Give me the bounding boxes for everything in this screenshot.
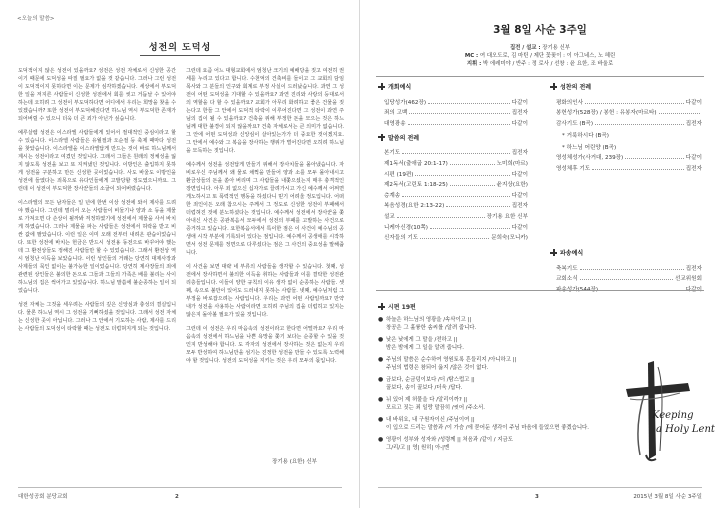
dismissal-section [550,248,702,293]
sermon-column-left [18,67,176,339]
sermon-paragraph: 그런데 이 성전은 우리 마음속의 성전이라고 한다면 어떨까요? 우리 마음속의 성전에서 하느님을 나쁜 욕망을 쫓기 보다는 순종할 수 있을 것인지 반성해야 합니다. 도 각자의 성전에서 장사하는 것은 없는지 우리 모두 반성하여 하느님만을 섬기는 진정한 성전을 만들 수 있도록 노력해야 할 것입니다. 성전의 도덕성을 지키는 것은 우리 모두의 몫입니다. [186,326,344,364]
liturgy-row [378,209,528,220]
liturgy-item: 본기도 [384,150,401,157]
liturgy-person: 집전자 [685,265,702,272]
leader-dots [580,269,684,270]
leader-dots [450,185,495,186]
liturgy-person: 윤지상(요한) [496,182,528,189]
liturgy-item: * 거룩하시다 (B곡) [562,132,609,139]
psalm-verse [378,376,618,392]
liturgy-row [378,116,528,127]
liturgy-row [550,116,702,127]
psalm-verse-text: 영광이 성부와 성자와 /성령께 || 처음과 /같이 / 지금도 그/리/고 || 영| 원히| 아-|멘 [386,437,513,451]
leader-dots [430,228,510,229]
leader-dots [592,169,684,170]
section-heading-dismissal: 파송예식 [550,248,702,257]
page-number: 2 [175,494,179,500]
liturgy-person: 다같이 [511,192,528,199]
psalm-verse [378,416,618,432]
liturgy-row [378,188,528,199]
psalm-verse-text: 낮은 낮에게 그 말을 /전하고 || 밤은 밤에게 그 일을 알려 줍니다. [386,337,464,351]
psalm-verse [378,396,618,412]
cross-icon [378,83,385,90]
leader-dots [428,103,510,104]
liturgy-person: 집전자 [511,150,528,157]
sermon-column-right [186,67,344,371]
liturgy-left-column [378,82,528,241]
leader-dots [450,164,495,165]
liturgy-person: 집전자 [685,120,702,127]
leader-dots [625,158,684,159]
liturgy-item: 복음성경(요한 2:13-22) [384,203,445,210]
psalm-verse-text: 하늘은 하느님의 영광을 /속삭이고 || 창공은 그 훌륭한 솜씨를 /알려 줍니다. [386,317,477,331]
liturgy-row [378,220,528,231]
liturgy-row [378,95,528,106]
bullet-icon: ● [378,316,384,323]
liturgy-item: 시편 (19편) [384,171,414,178]
liturgy-person: 다같이 [685,155,702,162]
section-divider [376,290,704,291]
right-page [360,0,720,508]
service-title: 3월 8일 사순 3주일 [493,24,587,36]
leader-dots [415,175,509,176]
leader-dots [409,113,509,114]
leader-dots [420,238,489,239]
psalm-heading: 시편 19편 [378,302,618,311]
liturgy-person: 장기용 요한 신부 [486,213,528,220]
dismissal-list [550,261,702,293]
liturgy-row [550,161,702,172]
liturgy-item: 설교 [384,213,395,220]
liturgy-person: 문희숙(모니카) [491,235,528,242]
liturgy-item: 대영광송 [384,120,406,127]
bullet-icon: ● [378,396,384,403]
psalm-verse-text: 내 바위요, 내 구원자이신 /주님이여 || 이 입으로 드리는 말씀과 /이 가슴 /에 묻어둔 생각이 주님 마음에 들었으면 좋겠습니다. [386,417,589,431]
liturgy-row [550,95,702,106]
liturgy-row [550,139,702,151]
logo-caption-line2: a Holy Lent [656,424,715,435]
liturgy-item: * 하느님 어린양 (B곡) [562,144,617,151]
liturgy-person: 다같이 [511,171,528,178]
liturgy-row [550,106,702,117]
liturgy-row [378,167,528,178]
psalm-section [378,302,618,456]
liturgy-row [550,282,702,293]
leader-dots [408,124,510,125]
sacrament-list [550,95,702,172]
liturgy-item: 제2독서(고린토 1:18-25) [384,182,448,189]
cross-icon [378,303,385,310]
liturgy-row [550,261,702,272]
sermon-title: 성전의 도덕성 [148,43,212,53]
section-label: <오늘의 말씀> [17,16,55,22]
sermon-paragraph: 이 사건을 보면 대략 네 부류의 사람들을 생각할 수 있습니다. 첫째, 성전에서 장사하면서 불의한 이득을 취하는 사람들과 이를 결탁한 성전관리층들입니다. 이들이 양한 규칙의 이유 생각 없이 순종하는 사람들. 셋째, 속으로 불만이 있어도 드러내지 못하는 사람들. 넷째, 예수님처럼 그 부정을 바로잡으려는 사람입니다. 우리는 과연 어떤 사람일까요? 만약 내가 성전을 사용하는 사람이라면 오히려 주님의 집을 더럽히고 있지는 않은지 돌아볼 필요가 있을 것입니다. [186,264,344,318]
liturgy-person: 다같이 [685,99,702,106]
leader-dots [580,279,673,280]
liturgy-item: 감사기도 (B곡) [556,120,593,127]
psalm-verse [378,316,618,332]
footer-church-name: 대한성공회 분당교회 [18,494,68,500]
logo-caption-line1: Keeping [652,410,694,421]
sermon-paragraph: 성전 자체는 그것을 세우려는 사람들의 깊은 신앙심과 충성의 결실입니다. 물론 하느님 역시 그 성전을 기뻐하셨을 것입니다. 그래서 성전 자체는 신성한 곳이 아닙니다. 그러나 그 안에서 기도하는 사람, 제사를 드리는 사람들의 도덕성이 타락할 때는 성전도 더럽혀지게 되는 것입니다. [18,302,176,332]
liturgy-item: 영성체후 기도 [556,165,591,172]
liturgy-row [378,178,528,189]
liturgy-row [378,106,528,117]
sermon-paragraph: 예수께서 성전을 성전답게 만들기 위해서 장사치들을 몰아냈습니다. 자비로우신 주님께서 왜 물로 채찍을 만들어 양과 소를 모두 몰아내시고 환금상들의 돈을 쏟아 버리며 그 사람들을 내쫓으셨는지 매우 충격적인 장면입니다. 아무 죄 없으신 십자가로 끌려가시고 가신 예수께서 어쩌면 게노하시고 또 폭력적인 행동을 하셨다니 믿기 어려울 정도입니다. 어떠한 죄인이든 오래 참으시는 주께서 그 정도로 신성한 성전이 부패해서 더럽혀진 것에 분노하셨다는 것입니다. 예수께서 성전에서 장사꾼을 쫓아내신 사건은 공관복음서 모두에서 성전의 부패를 고발하는 사건으로 증거하고 있습니다. 요한복음서에서 특이한 점은 이 사건이 예수님의 공생애 시작 부분에 기록되어 있다는 점입니다. 예수께서 공생애를 시작하면서 성전 문제를 정면으로 다루셨다는 점은 그 사건의 중요성을 말해줍니다. [186,162,344,256]
liturgy-item: 죄의 고백 [384,110,408,117]
cross-icon [378,134,385,141]
footer-divider [18,487,342,488]
bullet-icon: ● [378,376,384,383]
liturgy-item: 영성체성가(사거대, 239장) [556,155,624,162]
header-divider [376,76,704,77]
cross-icon [550,249,557,256]
psalm-verse-text: 금보다, 순금덩이보다 /더 /탐스럽고 || 꿀보다, 송이 꿀보다 /더욱 /답다. [386,377,475,391]
leader-dots [402,196,510,197]
bullet-icon: ● [378,356,384,363]
psalm-verse [378,436,618,452]
liturgy-row [550,151,702,162]
liturgy-person: 집전자 [685,165,702,172]
cross-icon [550,83,557,90]
leader-dots [397,217,485,218]
liturgy-row [378,199,528,210]
liturgy-item: 교회소식 [556,276,578,283]
liturgy-person: 다같이 [511,224,528,231]
sermon-signature: 장기용 (요한) 신부 [272,459,317,465]
section-heading-gathering: 개회예식 [378,82,528,91]
liturgy-row [378,156,528,167]
footer-date: 2015년 3월 8일 사순 3주일 [633,494,702,500]
leader-dots [402,153,510,154]
liturgy-person: 노미희(마르) [496,160,528,167]
liturgy-person: 선교위원회 [674,276,702,283]
psalm-verse-text: 뉘 있어 제 허물을 다 /알리이까? || 모르고 짓는 죄 일랑 말끔히 /씻어 /주소서. [386,397,485,411]
bullet-icon: ● [378,416,384,423]
leader-dots [595,124,684,125]
psalm-verse-text: 주님의 말씀은 순수하여 영원토록 흔들리지 /아니하고 || 주님의 법령은 참되어 옳지 /않은 것이 없다. [386,357,517,371]
liturgy-row [378,231,528,242]
liturgy-item: 봉헌성가(528장) / 봉헌 : 유봉자(마르타) [556,110,657,117]
section-heading-sacrament: 성찬의 전례 [550,82,702,91]
section-heading-word: 말씀의 전례 [378,133,528,142]
bullet-icon: ● [378,336,384,343]
service-info [360,44,720,68]
liturgy-person: 집전자 [511,110,528,117]
footer-divider [378,487,702,488]
gathering-list [378,95,528,127]
liturgy-right-column [550,82,702,172]
liturgy-person: 다같이 [511,120,528,127]
sermon-paragraph: 도덕적이지 않은 성전이 있을까요? 성전은 성전 자체로서 신성한 공간이기 때문에 도덕성을 따질 필요가 없을 것 같습니다. 그러나 그런 성전이 도덕적이지 못하다면 이는 문제가 심각하겠습니다. 세상에서 부도덕한 일을 저지른 사람들이 신성한 성전에서 회를 씻고 거듭날 수 있어야 하는데 오히려 그 성전이 부도덕하다면 어디에서 우리는 희망을 찾을 수 있겠습니까? 또한 성전이 부도덕해진다면 하느님 역시 부도덕한 존재가 되어버릴 수 있으니 더욱 더 큰 죄가 아닌가 싶습니다. [18,68,176,122]
bullet-icon: ● [378,436,384,443]
page-number: 3 [535,494,539,500]
liturgy-person: 다같이 [511,99,528,106]
liturgy-row [378,146,528,157]
info-line: MC : 여 대오도로, 김 마틴 / 제단 꽃꽂이 : 이 아그네스, 노 헤린 [464,53,616,59]
leader-dots [446,206,510,207]
liturgy-person: 집전자 [511,203,528,210]
word-list [378,146,528,241]
liturgy-person: 다같이 [685,286,702,293]
liturgy-item: 축복기도 [556,265,578,272]
info-line: 지휘 : 박 에레미야 / 반주 : 정 로사 / 선창 : 윤 요한, 조 바울로 [466,61,614,67]
liturgy-row [550,272,702,283]
psalm-verses [378,316,618,452]
liturgy-item: 니케아신경(10쪽) [384,224,428,231]
info-line: 집전 / 설교 : 장기용 신부 [509,45,571,51]
liturgy-item: 평화의인사 [556,99,584,106]
sermon-paragraph: 예루살렘 성전은 이스라엘 사람들에게 있어서 절대적인 중심이라고 할 수 있습니다. 이스라엘 사람들은 유월절과 오순절 등 축제 때마다 성전을 찾았습니다. 이스라엘을 이스라엘답게 만드는 것이 바로 하느님께서 계시는 성전이라고 여겼던 것입니다. 그래서 그들은 원래의 정체성을 잃지 않도록 성전을 보고 또 지켜냈던 것입니다. 이방인은 출입하지 못하게 성전을 구분하고 만든 신성한 곳이었습니다. 사도 바울도 이방인을 성전에 들였다는 죄목으로 유다인들에게 고발당할 정도였으니까요. 그런데 이 성전이 부도덕한 장사꾼들의 소굴이 되어버렸습니다. [18,130,176,192]
psalm-verse [378,356,618,372]
leader-dots [659,113,700,114]
psalm-verse [378,336,618,352]
title-underline [140,55,220,56]
liturgy-item: 파송성가(544장) [556,286,599,293]
liturgy-row [550,127,702,139]
liturgy-item: 입당성가(462장) [384,99,427,106]
liturgy-item: 제1독서(출애굽 20:1-17) [384,160,448,167]
sermon-paragraph: 그런데 요즘 어느 대형교회에서 엄청난 크기의 예배당을 짓고 여전히 권세를 누리고 있다고 합니다. 수천억의 건축비를 들이고 그 교회의 담임목사와 그 분들의 인구와 회계로 부정 사실이 드러났습니다. 과연 그 성전이 어떤 도덕성을 기대할 수 있을까요? 과연 진리와 사랑의 등대로서의 역할을 다 할 수 있을까요? 교회가 아무리 화려하고 좋은 건물을 짓는다고 한들 그 안에서 도덕적 타락이 이루어진다면 그 성전이 과연 주님의 집이 될 수 있을까요? 건축을 위해 부정한 돈을 모으는 것은 하느님께 대한 불경이 되지 않을까요? 건축 자체로서는 큰 의미가 없습니다. 그 안에 어떤 도덕성과 신앙심이 살아있는가가 더 중요한 것이겠지요. 그 안에서 예수와 그 복음을 장사하는 행위가 벌어진다면 오히려 하느님을 모독하는 짓입니다. [186,68,344,154]
leader-dots [585,103,684,104]
liturgy-item: 신자들의 기도 [384,235,419,242]
sermon-paragraph: 이스라엘의 모든 남자들은 일 년에 한번 이상 성전에 와서 제사를 드려야 했습니다. 그런데 멀리서 오는 사람들이 비둘기나 양과 소 등을 제물로 가져오면 다 손상이 될까봐 걱정하였기에 성전에서 제물을 사서 바치게 하였습니다. 그러나 제물을 파는 사람들은 성전에서 허락을 받고 비싼 값에 팔았습니다. 이런 일은 이미 오래 전부터 내려온 관습이었습니다. 또한 성전에 바치는 헌금은 반드시 성전용 동전으로 바꾸어야 했는데 그 환전상들도 정해진 사람들만 할 수 있었습니다. 그래서 환전상 역시 엄청난 이득을 보았습니다. 이런 성인들의 거래는 당연히 대제사장과 사제들의 묵인 없이는 불가능한 일이었습니다. 당연히 제사장들의 죄에 관련된 상인들은 불의한 돈으로 그들과 그들의 가족은 배를 불리는 사이 하느님의 집은 썩어가고 있었습니다. 하느님 말씀에 불순종하는 일이 되었습니다. [18,200,176,294]
liturgy-item: 층계송 [384,192,401,199]
